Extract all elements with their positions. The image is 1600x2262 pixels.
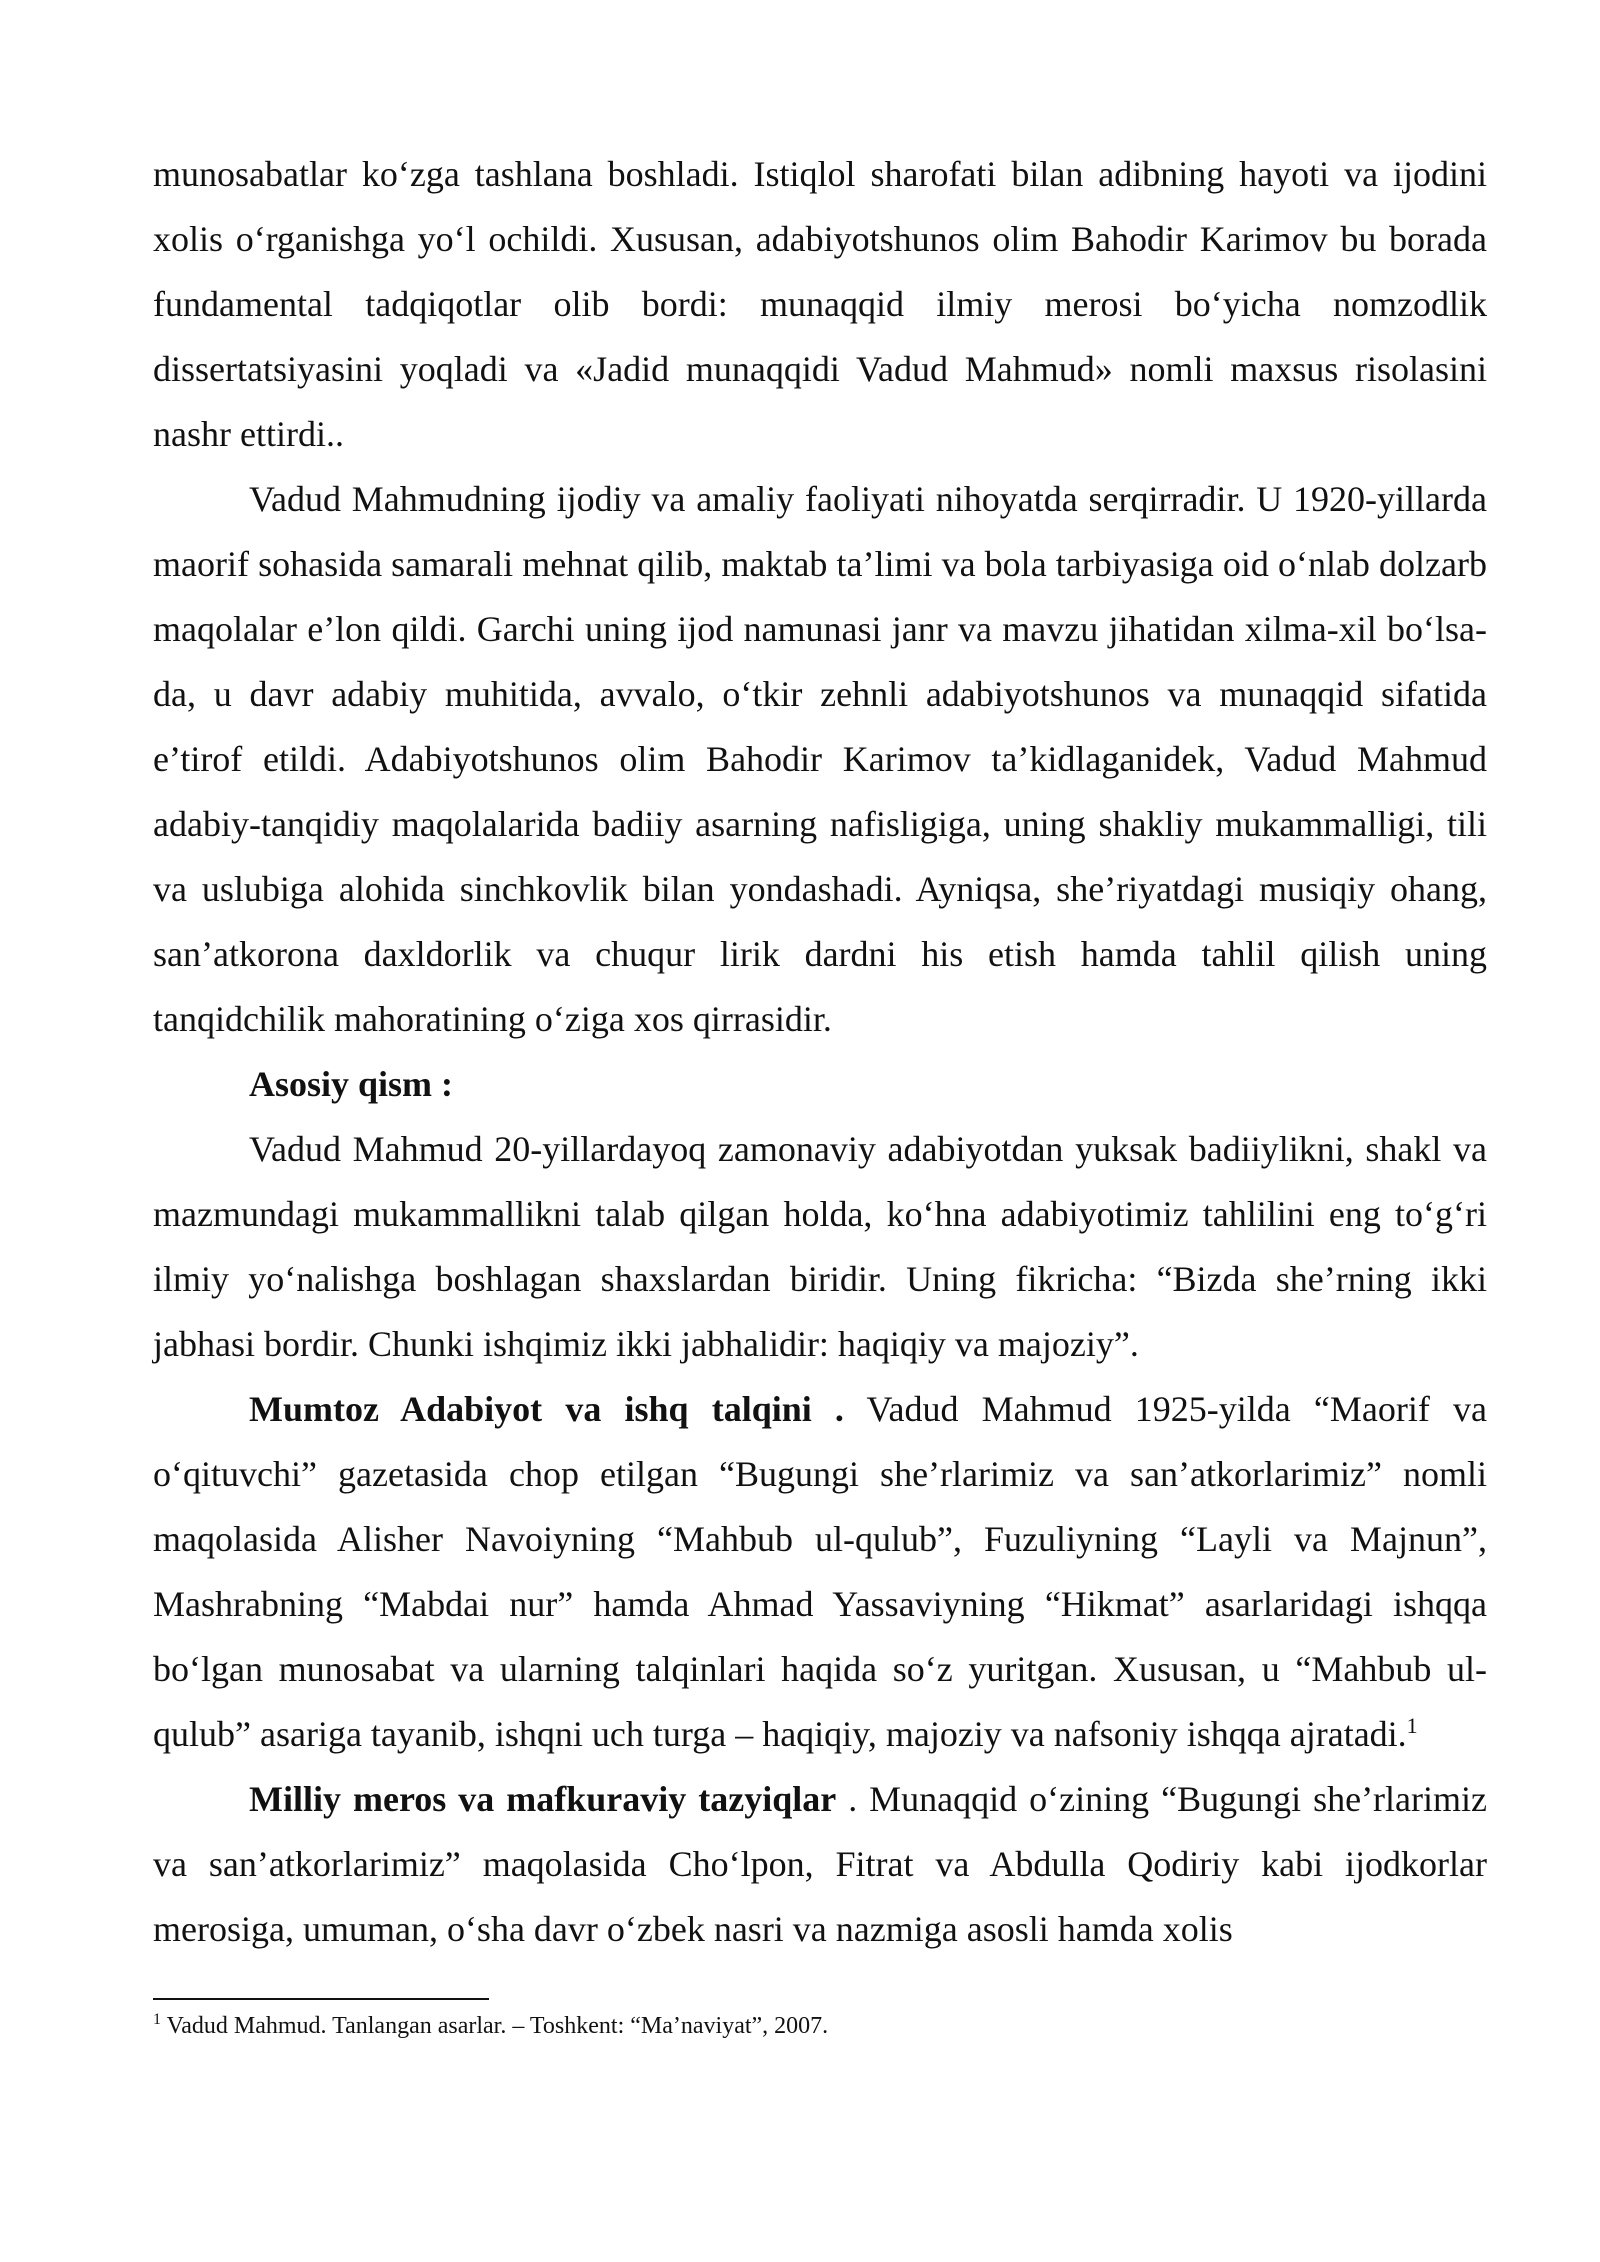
footnote-separator (153, 1998, 489, 2000)
paragraph-classical-literature-text: Vadud Mahmud 1925-yilda “Maorif va o‘qituvchi” gazetasida chop etilgan “Bugungi she’rlarimiz va san’atkorlarimiz” nomli maqolasida Alisher Navoiyning “Mahbub ul-qulub”, Fuzuliyning “Layli va Majnun”, Mashrabning “Mabdai nur” hamda Ahmad Yassaviyning “Hikmat” asarlaridagi ishqqa bo‘lgan munosabat va ularning talqinlari haqida so‘z yuritgan. Xususan, u “Mahbub ul-qulub” asariga tayanib, ishqni uch turga – haqiqiy, majoziy va nafsoniy ishqqa ajratadi. (153, 1389, 1487, 1754)
footnote-number: 1 (153, 2011, 161, 2028)
paragraph-national-heritage (153, 1767, 1487, 1962)
footnote-reference[interactable]: 1 (1406, 1713, 1418, 1738)
paragraph-creative-activity: Vadud Mahmudning ijodiy va amaliy faoliyati nihoyatda serqirradir. U 1920-yillarda maorif sohasida samarali mehnat qilib, maktab ta’limi va bola tarbiyasiga oid o‘nlab dolzarb maqolalar e’lon qildi. Garchi uning ijod namunasi janr va mavzu jihatidan xilma-xil bo‘lsa-da, u davr adabiy muhitida, avvalo, o‘tkir zehnli adabiyotshunos va munaqqid sifatida e’tirof etildi. Adabiyotshunos olim Bahodir Karimov ta’kidlaganidek, Vadud Mahmud adabiy-tanqidiy maqolalarida badiiy asarning nafisligiga, uning shakliy mukammalligi, tili va uslubiga alohida sinchkovlik bilan yondashadi. Ayniqsa, she’riyatdagi musiqiy ohang, san’atkorona daxldorlik va chuqur lirik dardni his etish hamda tahlil qilish uning tanqidchilik mahoratining o‘ziga xos qirrasidir. (153, 479, 1487, 1039)
paragraph-vadud-mahmud-views: Vadud Mahmud 20-yillardayoq zamonaviy adabiyotdan yuksak badiiylikni, shakl va mazmundagi mukammallikni talab qilgan holda, ko‘hna adabiyotimiz tahlilini eng to‘g‘ri ilmiy yo‘nalishga boshlagan shaxslardan biridir. Uning fikricha: “Bizda she’rning ikki jabhasi bordir. Chunki ishqimiz ikki jabhalidir: haqiqiy va majoziy”. (153, 1129, 1487, 1364)
inline-heading-classical-literature: Mumtoz Adabiyot va ishq talqini . (249, 1389, 844, 1429)
paragraph-national-heritage-text: . Munaqqid o‘zining “Bugungi she’rlarimiz va san’atkorlarimiz” maqolasida Cho‘lpon, Fitrat va Abdulla Qodiriy kabi ijodkorlar merosiga, umuman, o‘sha davr o‘zbek nasri va nazmiga asosli hamda xolis (153, 1779, 1487, 1949)
paragraph-classical-literature (153, 1377, 1487, 1767)
footnote-text: Vadud Mahmud. Tanlangan asarlar. – Toshkent: “Ma’naviyat”, 2007. (161, 2013, 829, 2039)
document-body (153, 142, 1487, 1962)
footnote (153, 2008, 1487, 2044)
inline-heading-national-heritage: Milliy meros va mafkuraviy tazyiqlar (249, 1779, 837, 1819)
section-heading-main-part: Asosiy qism : (249, 1064, 454, 1104)
paragraph-continuation: munosabatlar ko‘zga tashlana boshladi. Istiqlol sharofati bilan adibning hayoti va ijodini xolis o‘rganishga yo‘l ochildi. Xususan, adabiyotshunos olim Bahodir Karimov bu borada fundamental tadqiqotlar olib bordi: munaqqid ilmiy merosi bo‘yicha nomzodlik dissertatsiyasini yoqladi va «Jadid munaqqidi Vadud Mahmud» nomli maxsus risolasini nashr ettirdi.. (153, 154, 1487, 454)
